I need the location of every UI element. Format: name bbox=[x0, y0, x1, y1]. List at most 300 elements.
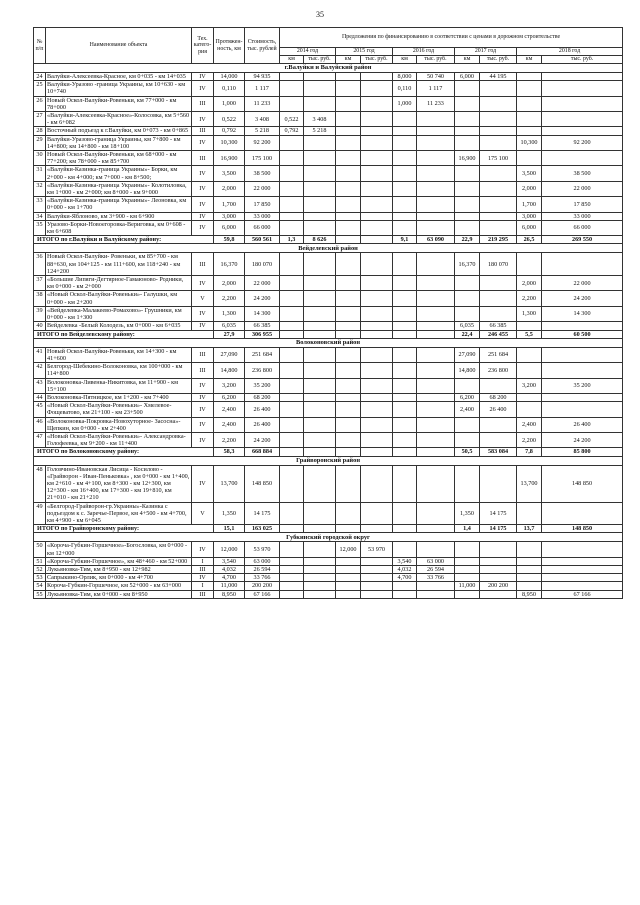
year-km-cell bbox=[336, 73, 361, 81]
year-km-cell bbox=[280, 253, 304, 276]
row-number: 49 bbox=[34, 502, 46, 525]
year-rub-cell bbox=[542, 582, 623, 590]
header-funding: Предложения по финансированию в соответствии с ценами в дорожном строительстве bbox=[280, 28, 623, 48]
year-km-cell bbox=[280, 291, 304, 306]
table-row bbox=[34, 417, 623, 432]
year-rub-cell bbox=[542, 347, 623, 362]
year-km-cell bbox=[393, 590, 417, 598]
year-rub-cell bbox=[361, 127, 393, 135]
year-rub-cell: 26 400 bbox=[542, 417, 623, 432]
tech-category: III bbox=[192, 590, 214, 598]
year-rub-cell bbox=[480, 417, 517, 432]
cost-thousand-rub: 26 594 bbox=[245, 565, 280, 573]
year-km-cell bbox=[455, 181, 480, 196]
year-km-cell bbox=[393, 127, 417, 135]
year-rub-cell: 180 070 bbox=[480, 253, 517, 276]
total-year-rub bbox=[304, 448, 336, 456]
year-km-cell bbox=[280, 166, 304, 181]
object-name: «Большие Липяги-Дегтярное-Гамаюново- Родники, км 0+000 - км 2+000 bbox=[46, 276, 192, 291]
year-km-cell bbox=[455, 135, 480, 150]
total-year-km bbox=[336, 525, 361, 533]
year-rub-cell: 236 800 bbox=[480, 363, 517, 378]
year-rub-cell bbox=[542, 73, 623, 81]
total-year-rub bbox=[361, 448, 393, 456]
total-year-km bbox=[280, 448, 304, 456]
year-rub-cell: 14 175 bbox=[480, 502, 517, 525]
total-label: ИТОГО по Волоконовскому району: bbox=[34, 448, 214, 456]
year-km-cell bbox=[280, 590, 304, 598]
header-year-2014: 2014 год bbox=[280, 48, 336, 56]
year-rub-cell bbox=[542, 502, 623, 525]
year-rub-cell bbox=[480, 166, 517, 181]
table-row bbox=[34, 197, 623, 212]
year-rub-cell bbox=[417, 393, 455, 401]
total-row bbox=[34, 236, 623, 244]
object-name: «Новый Оскол-Валуйки-Ровеньки»- Александровка-Голофеевка, км 9+200 - км 11+400 bbox=[46, 432, 192, 447]
length-km: 0,522 bbox=[214, 112, 245, 127]
row-number: 32 bbox=[34, 181, 46, 196]
length-km: 3,000 bbox=[214, 212, 245, 220]
year-km-cell: 12,000 bbox=[336, 542, 361, 557]
row-number: 46 bbox=[34, 417, 46, 432]
total-year-rub bbox=[304, 330, 336, 338]
object-name: Восточный подъезд к г.Валуйки, км 0+073 - км 0+865 bbox=[46, 127, 192, 135]
year-km-cell bbox=[393, 417, 417, 432]
row-number: 54 bbox=[34, 582, 46, 590]
year-rub-cell bbox=[304, 402, 336, 417]
total-year-rub: 8 626 bbox=[304, 236, 336, 244]
year-rub-cell bbox=[304, 542, 336, 557]
year-km-cell: 2,200 bbox=[517, 432, 542, 447]
year-km-cell bbox=[336, 276, 361, 291]
tech-category: III bbox=[192, 347, 214, 362]
year-km-cell: 3,000 bbox=[517, 212, 542, 220]
year-rub-cell bbox=[480, 135, 517, 150]
year-km-cell bbox=[517, 582, 542, 590]
year-km-cell bbox=[280, 135, 304, 150]
year-km-cell bbox=[393, 112, 417, 127]
year-rub-cell bbox=[304, 197, 336, 212]
year-rub-cell bbox=[361, 212, 393, 220]
cost-thousand-rub: 53 970 bbox=[245, 542, 280, 557]
year-rub-cell bbox=[304, 73, 336, 81]
total-year-rub: 246 455 bbox=[480, 330, 517, 338]
table-row bbox=[34, 347, 623, 362]
year-rub-cell bbox=[417, 151, 455, 166]
table-row bbox=[34, 542, 623, 557]
year-rub-cell bbox=[361, 197, 393, 212]
length-km: 2,000 bbox=[214, 276, 245, 291]
year-km-cell: 8,950 bbox=[517, 590, 542, 598]
row-number: 29 bbox=[34, 135, 46, 150]
year-km-cell bbox=[393, 212, 417, 220]
year-km-cell bbox=[280, 417, 304, 432]
table-row bbox=[34, 574, 623, 582]
year-rub-cell bbox=[417, 197, 455, 212]
year-rub-cell bbox=[361, 557, 393, 565]
cost-thousand-rub: 251 684 bbox=[245, 347, 280, 362]
year-rub-cell bbox=[542, 402, 623, 417]
length-km: 14,800 bbox=[214, 363, 245, 378]
row-number: 34 bbox=[34, 212, 46, 220]
year-rub-cell: 33 000 bbox=[542, 212, 623, 220]
total-year-rub: 85 800 bbox=[542, 448, 623, 456]
year-km-cell bbox=[280, 276, 304, 291]
total-year-km bbox=[280, 525, 304, 533]
object-name: Новый Оскол-Валуйки-Ровеньки, км 14+300 - км 41+600 bbox=[46, 347, 192, 362]
total-year-km bbox=[393, 330, 417, 338]
year-km-cell bbox=[280, 322, 304, 330]
year-rub-cell bbox=[480, 81, 517, 96]
year-km-cell bbox=[336, 347, 361, 362]
year-rub-cell bbox=[417, 306, 455, 321]
year-km-cell: 8,000 bbox=[393, 73, 417, 81]
year-rub-cell bbox=[361, 73, 393, 81]
year-km-cell: 1,700 bbox=[517, 197, 542, 212]
year-rub-cell: 14 300 bbox=[542, 306, 623, 321]
year-rub-cell: 17 850 bbox=[542, 197, 623, 212]
table-body bbox=[34, 64, 623, 599]
year-km-cell bbox=[280, 212, 304, 220]
cost-thousand-rub: 66 385 bbox=[245, 322, 280, 330]
cost-thousand-rub: 236 800 bbox=[245, 363, 280, 378]
year-km-cell bbox=[280, 151, 304, 166]
year-rub-cell bbox=[417, 322, 455, 330]
object-name: «Новый Оскол-Валуйки-Ровеньки»- Хмелевое-Фощеватово, км 21+100 - км 23+500 bbox=[46, 402, 192, 417]
year-rub-cell bbox=[361, 151, 393, 166]
year-rub-cell bbox=[304, 582, 336, 590]
tech-category: IV bbox=[192, 166, 214, 181]
total-year-rub bbox=[361, 330, 393, 338]
year-rub-cell bbox=[304, 181, 336, 196]
object-name: Уразово-Борки-Новоегоровка-Вериговка, км 0+608 - км 6+608 bbox=[46, 220, 192, 235]
total-year-km bbox=[336, 236, 361, 244]
subheader-km: км bbox=[280, 56, 304, 64]
row-number: 27 bbox=[34, 112, 46, 127]
year-rub-cell bbox=[417, 212, 455, 220]
year-km-cell bbox=[393, 151, 417, 166]
object-name: «Короча-Губкин-Горшечное»-Богословка, км 0+000 - км 12+000 bbox=[46, 542, 192, 557]
year-km-cell bbox=[336, 393, 361, 401]
year-rub-cell bbox=[417, 347, 455, 362]
year-km-cell bbox=[336, 502, 361, 525]
year-rub-cell bbox=[542, 151, 623, 166]
object-name: Валуйки-Яблоново, км 3+900 - км 6+900 bbox=[46, 212, 192, 220]
year-km-cell: 11,000 bbox=[455, 582, 480, 590]
header-num: № п/п bbox=[34, 28, 46, 64]
year-rub-cell bbox=[480, 112, 517, 127]
table-row bbox=[34, 253, 623, 276]
year-km-cell bbox=[336, 135, 361, 150]
year-km-cell: 14,800 bbox=[455, 363, 480, 378]
total-year-km bbox=[336, 448, 361, 456]
year-rub-cell bbox=[361, 417, 393, 432]
year-rub-cell bbox=[417, 417, 455, 432]
year-km-cell bbox=[517, 393, 542, 401]
cost-thousand-rub: 5 218 bbox=[245, 127, 280, 135]
year-rub-cell bbox=[542, 393, 623, 401]
cost-thousand-rub: 66 000 bbox=[245, 220, 280, 235]
page-number: 35 bbox=[316, 10, 324, 19]
table-row bbox=[34, 565, 623, 573]
total-year-rub bbox=[417, 330, 455, 338]
table-row bbox=[34, 322, 623, 330]
row-number: 47 bbox=[34, 432, 46, 447]
row-number: 53 bbox=[34, 574, 46, 582]
table-row bbox=[34, 151, 623, 166]
year-km-cell bbox=[517, 322, 542, 330]
cost-thousand-rub: 17 850 bbox=[245, 197, 280, 212]
header-year-2016: 2016 год bbox=[393, 48, 455, 56]
row-number: 24 bbox=[34, 73, 46, 81]
table-row bbox=[34, 96, 623, 111]
year-km-cell bbox=[393, 432, 417, 447]
header-year-2017: 2017 год bbox=[455, 48, 517, 56]
year-km-cell bbox=[336, 565, 361, 573]
length-km: 2,200 bbox=[214, 291, 245, 306]
year-rub-cell bbox=[304, 306, 336, 321]
row-number: 42 bbox=[34, 363, 46, 378]
cost-thousand-rub: 63 000 bbox=[245, 557, 280, 565]
total-row bbox=[34, 330, 623, 338]
total-year-rub: 219 295 bbox=[480, 236, 517, 244]
year-rub-cell bbox=[417, 590, 455, 598]
year-km-cell bbox=[455, 220, 480, 235]
year-rub-cell bbox=[480, 212, 517, 220]
table-row bbox=[34, 582, 623, 590]
year-km-cell bbox=[280, 542, 304, 557]
header-length: Протяжен- ность, км bbox=[214, 28, 245, 64]
subheader-rub: тыс. руб. bbox=[304, 56, 336, 64]
year-rub-cell bbox=[304, 465, 336, 502]
total-year-km: 9,1 bbox=[393, 236, 417, 244]
length-km: 1,700 bbox=[214, 197, 245, 212]
year-rub-cell: 24 200 bbox=[542, 291, 623, 306]
year-rub-cell bbox=[304, 291, 336, 306]
year-rub-cell bbox=[361, 582, 393, 590]
year-km-cell bbox=[455, 557, 480, 565]
year-rub-cell bbox=[480, 96, 517, 111]
cost-thousand-rub: 67 166 bbox=[245, 590, 280, 598]
year-rub-cell bbox=[361, 253, 393, 276]
length-km: 12,000 bbox=[214, 542, 245, 557]
year-km-cell bbox=[455, 127, 480, 135]
year-km-cell bbox=[517, 127, 542, 135]
table-row bbox=[34, 465, 623, 502]
cost-thousand-rub: 33 000 bbox=[245, 212, 280, 220]
total-cost: 668 884 bbox=[245, 448, 280, 456]
year-km-cell bbox=[280, 574, 304, 582]
year-km-cell bbox=[280, 73, 304, 81]
year-rub-cell bbox=[542, 81, 623, 96]
row-number: 45 bbox=[34, 402, 46, 417]
total-year-km: 1,4 bbox=[455, 525, 480, 533]
year-km-cell bbox=[455, 81, 480, 96]
length-km: 1,350 bbox=[214, 502, 245, 525]
table-row bbox=[34, 220, 623, 235]
cost-thousand-rub: 26 400 bbox=[245, 417, 280, 432]
section-title: Волоконовский район bbox=[34, 338, 623, 347]
year-rub-cell: 53 970 bbox=[361, 542, 393, 557]
year-rub-cell bbox=[480, 574, 517, 582]
year-km-cell bbox=[517, 81, 542, 96]
year-km-cell bbox=[393, 322, 417, 330]
year-rub-cell bbox=[480, 557, 517, 565]
object-name: Волоконовка-Пятницкое, км 1+200 - км 7+400 bbox=[46, 393, 192, 401]
year-km-cell: 2,400 bbox=[455, 402, 480, 417]
object-name: Новый Оскол-Валуйки-Ровеньки, км 77+000 - км 78+000 bbox=[46, 96, 192, 111]
tech-category: IV bbox=[192, 432, 214, 447]
row-number: 52 bbox=[34, 565, 46, 573]
year-rub-cell bbox=[361, 166, 393, 181]
table-row bbox=[34, 212, 623, 220]
table-row bbox=[34, 81, 623, 96]
year-km-cell bbox=[280, 557, 304, 565]
year-rub-cell: 38 500 bbox=[542, 166, 623, 181]
length-km: 27,090 bbox=[214, 347, 245, 362]
year-km-cell bbox=[393, 253, 417, 276]
object-name: «Вейделевка-Малакеево-Ромахово»- Грушники, км 0+000 - км 1+300 bbox=[46, 306, 192, 321]
year-km-cell bbox=[393, 402, 417, 417]
year-km-cell bbox=[336, 96, 361, 111]
year-km-cell bbox=[336, 557, 361, 565]
subheader-km: км bbox=[517, 56, 542, 64]
year-rub-cell bbox=[480, 378, 517, 393]
year-km-cell bbox=[336, 181, 361, 196]
year-rub-cell bbox=[542, 322, 623, 330]
cost-thousand-rub: 24 200 bbox=[245, 432, 280, 447]
year-rub-cell bbox=[542, 574, 623, 582]
year-rub-cell: 66 385 bbox=[480, 322, 517, 330]
header-name: Наименование объекта bbox=[46, 28, 192, 64]
year-rub-cell bbox=[480, 291, 517, 306]
year-km-cell bbox=[393, 582, 417, 590]
year-rub-cell bbox=[304, 565, 336, 573]
year-rub-cell: 63 000 bbox=[417, 557, 455, 565]
year-km-cell bbox=[517, 96, 542, 111]
year-rub-cell bbox=[361, 465, 393, 502]
year-rub-cell bbox=[542, 542, 623, 557]
year-km-cell: 4,032 bbox=[393, 565, 417, 573]
table-row bbox=[34, 557, 623, 565]
year-km-cell bbox=[455, 197, 480, 212]
length-km: 13,700 bbox=[214, 465, 245, 502]
section-header-row bbox=[34, 64, 623, 73]
total-year-km: 22,4 bbox=[455, 330, 480, 338]
row-number: 44 bbox=[34, 393, 46, 401]
cost-thousand-rub: 38 500 bbox=[245, 166, 280, 181]
tech-category: III bbox=[192, 96, 214, 111]
header-category: Тех. катего- рия bbox=[192, 28, 214, 64]
object-name: «Волоконовка-Покровка-Новохуторное- Засосна»-Щепкин, км 0+000 - км 2+400 bbox=[46, 417, 192, 432]
section-title: Вейделевский район bbox=[34, 244, 623, 253]
year-km-cell bbox=[517, 363, 542, 378]
year-km-cell bbox=[280, 363, 304, 378]
year-rub-cell bbox=[480, 276, 517, 291]
tech-category: IV bbox=[192, 465, 214, 502]
road-funding-table bbox=[33, 27, 623, 599]
tech-category: IV bbox=[192, 276, 214, 291]
year-rub-cell: 5 218 bbox=[304, 127, 336, 135]
year-km-cell bbox=[336, 574, 361, 582]
object-name: Лукьяновка-Тим, км 8+950 - км 12+982 bbox=[46, 565, 192, 573]
length-km: 0,792 bbox=[214, 127, 245, 135]
tech-category: IV bbox=[192, 73, 214, 81]
row-number: 25 bbox=[34, 81, 46, 96]
year-km-cell bbox=[517, 151, 542, 166]
year-rub-cell bbox=[304, 574, 336, 582]
year-rub-cell bbox=[304, 432, 336, 447]
row-number: 39 bbox=[34, 306, 46, 321]
year-km-cell: 2,000 bbox=[517, 181, 542, 196]
cost-thousand-rub: 35 200 bbox=[245, 378, 280, 393]
length-km: 2,400 bbox=[214, 402, 245, 417]
year-km-cell bbox=[393, 363, 417, 378]
year-rub-cell bbox=[480, 465, 517, 502]
row-number: 48 bbox=[34, 465, 46, 502]
year-rub-cell bbox=[304, 557, 336, 565]
year-km-cell: 10,300 bbox=[517, 135, 542, 150]
year-rub-cell bbox=[480, 220, 517, 235]
year-km-cell bbox=[336, 465, 361, 502]
row-number: 33 bbox=[34, 197, 46, 212]
year-km-cell bbox=[336, 291, 361, 306]
year-km-cell: 0,110 bbox=[393, 81, 417, 96]
object-name: Новый Оскол-Валуйки-Ровеньки, км 68+000 - км 77+200; км 78+000 - км 85+700 bbox=[46, 151, 192, 166]
year-rub-cell bbox=[542, 96, 623, 111]
year-rub-cell bbox=[304, 417, 336, 432]
year-km-cell: 3,540 bbox=[393, 557, 417, 565]
year-rub-cell: 11 233 bbox=[417, 96, 455, 111]
cost-thousand-rub: 11 233 bbox=[245, 96, 280, 111]
year-rub-cell bbox=[361, 81, 393, 96]
year-rub-cell bbox=[480, 432, 517, 447]
year-km-cell: 1,000 bbox=[393, 96, 417, 111]
year-rub-cell bbox=[304, 502, 336, 525]
year-rub-cell: 22 000 bbox=[542, 276, 623, 291]
length-km: 0,110 bbox=[214, 81, 245, 96]
year-rub-cell bbox=[361, 291, 393, 306]
section-header-row bbox=[34, 533, 623, 542]
total-label: ИТОГО по Грайворонскому району: bbox=[34, 525, 214, 533]
length-km: 2,200 bbox=[214, 432, 245, 447]
year-rub-cell bbox=[361, 347, 393, 362]
section-header-row bbox=[34, 338, 623, 347]
tech-category: V bbox=[192, 502, 214, 525]
year-rub-cell bbox=[361, 565, 393, 573]
year-rub-cell: 251 684 bbox=[480, 347, 517, 362]
year-rub-cell bbox=[304, 81, 336, 96]
cost-thousand-rub: 14 175 bbox=[245, 502, 280, 525]
length-km: 2,400 bbox=[214, 417, 245, 432]
year-km-cell bbox=[393, 291, 417, 306]
year-km-cell: 13,700 bbox=[517, 465, 542, 502]
row-number: 51 bbox=[34, 557, 46, 565]
year-km-cell bbox=[455, 574, 480, 582]
total-year-rub bbox=[304, 525, 336, 533]
length-km: 3,540 bbox=[214, 557, 245, 565]
year-km-cell bbox=[393, 306, 417, 321]
total-year-rub bbox=[417, 448, 455, 456]
year-km-cell bbox=[336, 378, 361, 393]
tech-category: III bbox=[192, 151, 214, 166]
year-rub-cell: 26 400 bbox=[480, 402, 517, 417]
total-cost: 560 561 bbox=[245, 236, 280, 244]
year-km-cell bbox=[280, 465, 304, 502]
year-km-cell bbox=[393, 465, 417, 502]
tech-category: IV bbox=[192, 181, 214, 196]
year-rub-cell bbox=[304, 135, 336, 150]
